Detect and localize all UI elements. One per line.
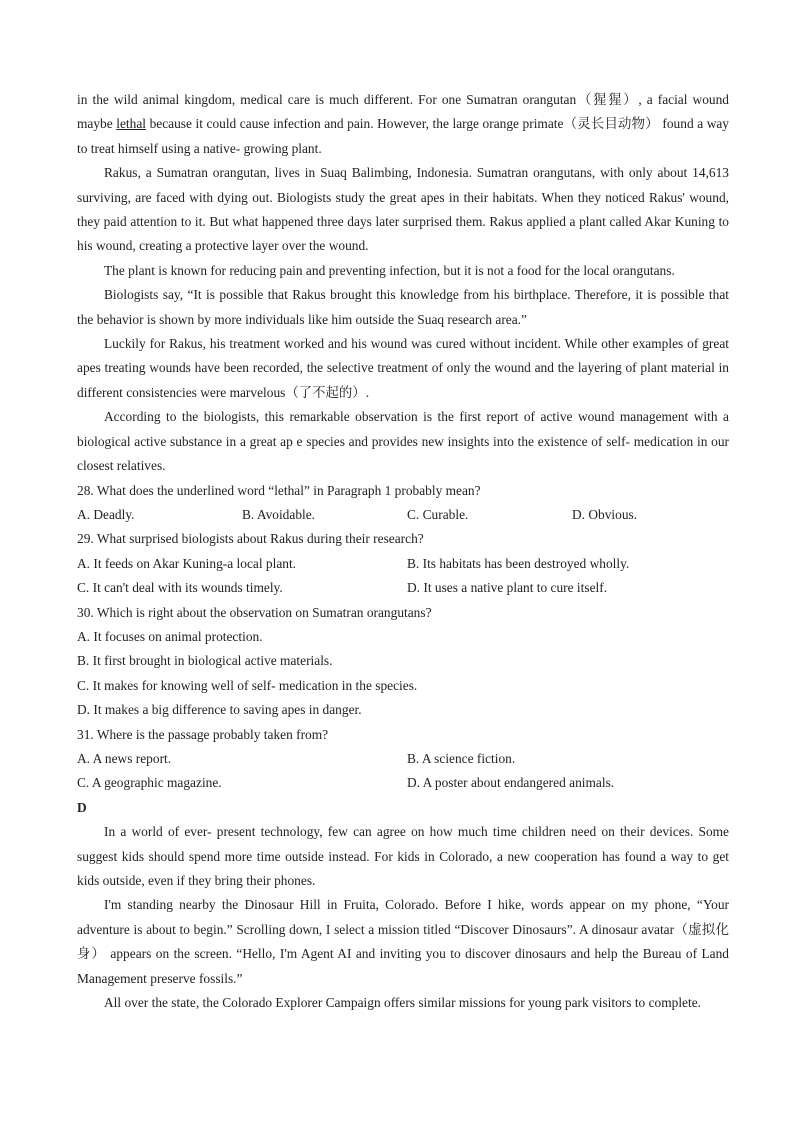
question-30-option-d: D. It makes a big difference to saving apes in danger.	[77, 702, 362, 718]
passage-c-paragraph-1	[77, 88, 729, 161]
question-28-options	[77, 503, 729, 527]
question-31-option-d: D. A poster about endangered animals.	[407, 775, 615, 791]
question-31-stem: 31. Where is the passage probably taken from?	[77, 726, 329, 742]
question-31-option-b: B. A science fiction.	[407, 750, 516, 766]
question-28-option-b: B. Avoidable.	[242, 506, 316, 522]
question-29-stem: 29. What surprised biologists about Rakus during their research?	[77, 531, 424, 547]
section-heading-d: D	[77, 799, 87, 815]
question-30-option-c: C. It makes for knowing well of self- medication in the species.	[77, 677, 418, 693]
passage-d-paragraph-3: All over the state, the Colorado Explorer Campaign offers similar missions for young park visitors to complete.	[104, 995, 702, 1011]
passage-c-paragraph-5: Luckily for Rakus, his treatment worked and his wound was cured without incident. While other examples of great apes treating wounds have been recorded, the selective treatment of only the wound and the layering of plant material in different consistencies were marvelous（了不起的）.	[77, 336, 729, 400]
question-28-stem: 28. What does the underlined word “lethal” in Paragraph 1 probably mean?	[77, 482, 481, 498]
question-29-options	[77, 552, 729, 601]
question-29-option-d: D. It uses a native plant to cure itself.	[407, 580, 608, 596]
question-31-option-a: A. A news report.	[77, 750, 172, 766]
passage-c-paragraph-3: The plant is known for reducing pain and preventing infection, but it is not a food for the local orangutans.	[104, 262, 675, 278]
question-28-option-d: D. Obvious.	[572, 506, 638, 522]
question-31-option-c: C. A geographic magazine.	[77, 775, 222, 791]
passage-c-paragraph-4: Biologists say, “It is possible that Rakus brought this knowledge from his birthplace. Therefore, it is possible that the behavior is shown by more individuals like him outside the Suaq research area.”	[77, 287, 729, 327]
passage-d-paragraph-2: I'm standing nearby the Dinosaur Hill in Fruita, Colorado. Before I hike, words appear on my phone, “Your adventure is about to begin.” Scrolling down, I select a mission titled “Discover Dinosaurs”. A dinosaur avatar（虚拟化身） appears on the screen. “Hello, I'm Agent AI and inviting you to discover dinosaurs and help the Bureau of Land Management preserve fossils.”	[77, 897, 729, 986]
passage-c-paragraph-6: According to the biologists, this remarkable observation is the first report of active wound management with a biological active substance in a great ap e species and provides new insights into the existence of self- medication in our closest relatives.	[77, 409, 729, 474]
question-29-option-a: A. It feeds on Akar Kuning-a local plant.	[77, 555, 297, 571]
passage-d-paragraph-1: In a world of ever- present technology, few can agree on how much time children need on their devices. Some suggest kids should spend more time outside instead. For kids in Colorado, a new cooperation has found a way to get kids outside, even if they bring their phones.	[77, 824, 729, 888]
question-29-option-c: C. It can't deal with its wounds timely.	[77, 580, 283, 596]
question-30-option-b: B. It first brought in biological active materials.	[77, 653, 333, 669]
question-31-options	[77, 747, 729, 796]
question-30-option-a: A. It focuses on animal protection.	[77, 628, 263, 644]
question-29-option-b: B. Its habitats has been destroyed wholly.	[407, 555, 630, 571]
question-30-stem: 30. Which is right about the observation on Sumatran orangutans?	[77, 604, 432, 620]
underlined-word-lethal: lethal	[116, 116, 147, 132]
exam-page	[77, 88, 729, 1015]
question-28-option-a: A. Deadly.	[77, 506, 135, 522]
paragraph-text: in the wild animal kingdom, medical care is much different. For one Sumatran orangutan（猩猩）, a facial wound maybe	[77, 92, 729, 132]
question-28-option-c: C. Curable.	[407, 506, 469, 522]
paragraph-text: because it could cause infection and pain. However, the large orange primate（灵长目动物） found a way to treat himself using a native- growing plant.	[77, 116, 730, 156]
passage-c-paragraph-2: Rakus, a Sumatran orangutan, lives in Suaq Balimbing, Indonesia. Sumatran orangutans, with only about 14,613 surviving, are faced with dying out. Biologists study the great apes in their habitats. When they noticed Rakus' wound, they paid attention to it. But what happened three days later surprised them. Rakus applied a plant called Akar Kuning to his wound, creating a protective layer over the wound.	[77, 165, 729, 254]
